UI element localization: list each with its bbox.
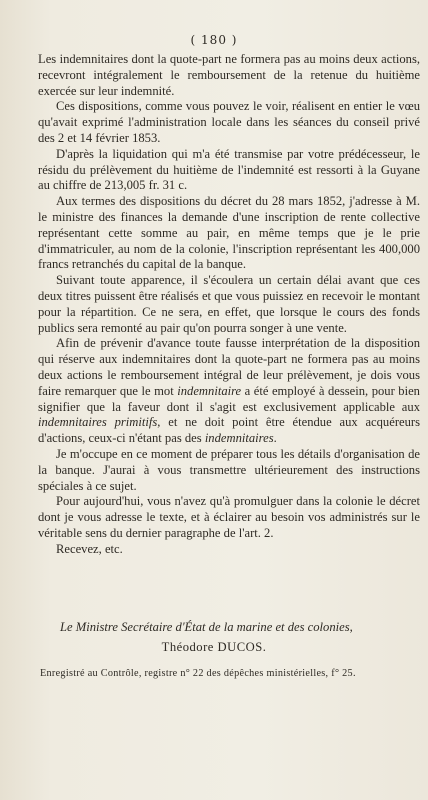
paragraph-3: D'après la liquidation qui m'a été transmise par votre prédécesseur, le résidu du prélèvement du huitième de l'indemnité est ressorti à la Guyane au chiffre de 213,005 fr. 31 c. (38, 146, 420, 193)
registration-note: Enregistré au Contrôle, registre n° 22 des dépêches ministérielles, f° 25. (40, 668, 356, 679)
paragraph-6-emphasis-3: indemnitaires (204, 431, 274, 446)
paragraph-2: Ces dispositions, comme vous pouvez le voir, réalisent en entier le vœu qu'avait exprimé l'administration locale dans les séances du conseil privé des 2 et 14 février 1853. (38, 99, 420, 145)
paragraph-6-part-2: a été employé à dessein, pour bien signifier que la faveur dont il s'agit est exclusivement applicable aux (38, 383, 420, 414)
paragraph-6-emphasis-1: indemnitaire (177, 383, 242, 398)
paragraph-9: Recevez, etc. (56, 541, 123, 556)
paragraph-4: Aux termes des dispositions du décret du 28 mars 1852, j'adresse à M. le ministre des finances la demande d'une inscription de rente collective représentant cette somme au pair, en même temps que je le prie d'immatriculer, au nom de la colonie, l'inscription représentant les 400,000 francs retranchés du capital de la banque. (38, 194, 420, 272)
signature-name: Théodore DUCOS. (161, 640, 267, 654)
paragraph-1: Les indemnitaires dont la quote-part ne formera pas au moins deux actions, recevront intégralement le remboursement de la retenue du huitième exercée sur leur indemnité. (38, 52, 420, 98)
paragraph-6-emphasis-2: indemnitaires primitifs (38, 415, 158, 430)
page-number: ( 180 ) (190, 33, 238, 47)
paragraph-5: Suivant toute apparence, il s'écoulera un certain délai avant que ces deux titres puissent être réalisés et que vous puissiez en recevoir le montant pour la répartition. Ce ne sera, en effet, que lorsque le cours des fonds publics sera remonté au pair qu'on pourra songer à une vente. (38, 273, 420, 335)
letter-body (38, 52, 420, 558)
paragraph-6-part-1: Afin de prévenir d'avance toute fausse interprétation de la disposition qui réserve aux indemnitaires dont la quote-part ne formera pas au moins deux actions le remboursement intégral de leur prélèvement, je dois vous faire remarquer que le mot (38, 336, 420, 398)
paragraph-7: Je m'occupe en ce moment de préparer tous les détails d'organisation de la banque. J'aurai à vous transmettre ultérieurement des instructions spéciales à ce sujet. (38, 446, 420, 493)
paragraph-6 (38, 336, 420, 447)
paragraph-6-part-3: , et ne doit point être étendue aux acquéreurs d'actions, ceux-ci n'étant pas des (38, 415, 420, 446)
paragraph-6-part-4: . (273, 431, 277, 446)
paragraph-8: Pour aujourd'hui, vous n'avez qu'à promulguer dans la colonie le décret dont je vous adresse le texte, et à éclairer au besoin vos administrés sur le véritable sens du dernier paragraphe de l'art. 2. (38, 494, 420, 540)
signature-title: Le Ministre Secrétaire d'État de la marine et des colonies, (60, 620, 353, 634)
